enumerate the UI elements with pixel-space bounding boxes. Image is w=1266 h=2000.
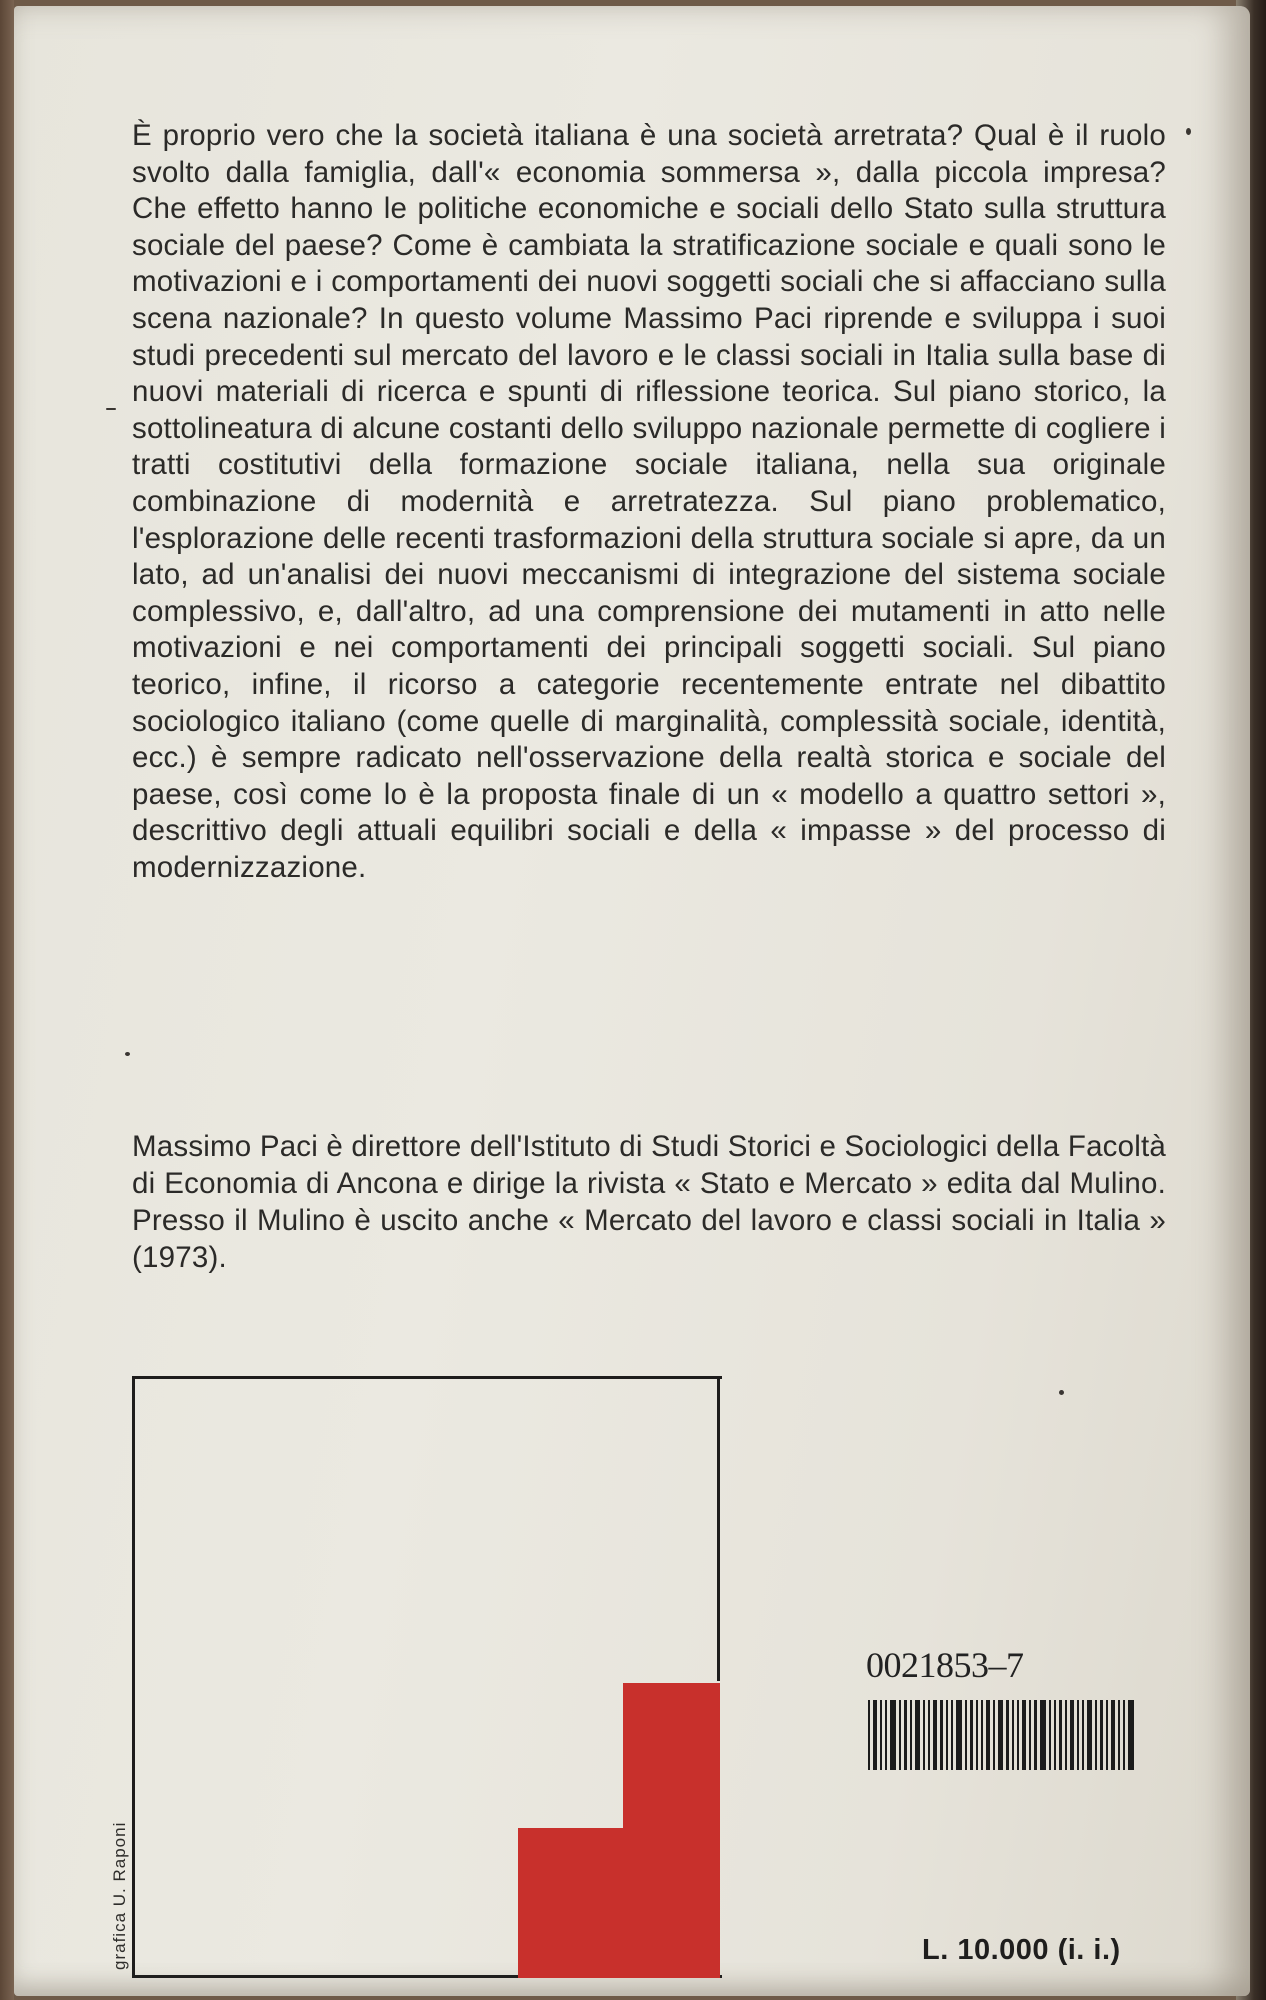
barcode-bar xyxy=(1111,1700,1115,1770)
barcode-bar xyxy=(1029,1700,1031,1770)
barcode-bar xyxy=(928,1700,930,1770)
barcode-bar xyxy=(946,1700,948,1770)
barcode-bar xyxy=(1095,1700,1097,1770)
barcode-bar xyxy=(899,1700,901,1770)
barcode-bar xyxy=(1022,1700,1026,1770)
paper-speck xyxy=(125,1052,130,1056)
barcode-bar xyxy=(923,1700,925,1770)
barcode-bar xyxy=(951,1700,953,1770)
barcode-bar xyxy=(1106,1700,1108,1770)
barcode-bar xyxy=(970,1700,973,1770)
barcode-bar xyxy=(904,1700,907,1770)
paper-speck xyxy=(106,408,116,410)
barcode-bar xyxy=(1017,1700,1019,1770)
barcode-bar xyxy=(1077,1700,1079,1770)
barcode-bar xyxy=(1070,1700,1074,1770)
barcode-bar xyxy=(873,1700,877,1770)
barcode-bar xyxy=(1034,1700,1037,1770)
barcode-bar xyxy=(1040,1700,1046,1770)
barcode-bar xyxy=(915,1700,920,1770)
cover-blurb: È proprio vero che la società italiana è una società arretrata? Qual è il ruolo svolto dalla famiglia, dall'« economia sommersa », dalla piccola impresa? Che effetto hanno le politiche economiche e sociali dello Stato sulla struttura sociale del paese? Come è cambiata la stratificazione sociale e quali sono le motivazioni e i comportamenti dei nuovi soggetti sociali che si affacciano sulla scena nazionale? In questo volume Massimo Paci riprende e sviluppa i suoi studi precedenti sul mercato del lavoro e le classi sociali in Italia sulla base di nuovi materiali di ricerca e spunti di riflessione teorica. Sul piano storico, la sottolineatura di alcune costanti dello sviluppo nazionale permette di cogliere i tratti costitutivi della formazione sociale italiana, nella sua originale combinazione di modernità e arretratezza. Sul piano problematico, l'esplorazione delle recenti trasformazioni della struttura sociale si apre, da un lato, ad un'analisi dei nuovi meccanismi di integrazione del sistema sociale complessivo, e, dall'altro, ad una comprensione dei mutamenti in atto nelle motivazioni e nei comportamenti dei principali soggetti sociali. Sul piano teorico, infine, il ricorso a categorie recentemente entrate nel dibattito sociologico italiano (come quelle di marginalità, complessità sociale, identità, ecc.) è sempre radicato nell'osservazione della realtà storica e sociale del paese, così come lo è la proposta finale di un « modello a quattro settori », descrittivo degli attuali equilibri sociali e della « impasse » del processo di modernizzazione. xyxy=(132,119,1166,884)
paper-speck xyxy=(1059,1390,1064,1395)
barcode-bar xyxy=(885,1700,887,1770)
barcode-bar xyxy=(940,1700,943,1770)
barcode-bar xyxy=(1082,1700,1084,1770)
barcode-bar xyxy=(993,1700,995,1770)
barcode-bar xyxy=(1128,1700,1134,1770)
barcode-bar xyxy=(868,1700,870,1770)
barcode-bar xyxy=(956,1700,962,1770)
barcode-bar xyxy=(1118,1700,1120,1770)
publisher-logo-frame-edge xyxy=(717,1376,720,1681)
barcode-bar xyxy=(965,1700,967,1770)
barcode-bar xyxy=(890,1700,896,1770)
barcode-bar xyxy=(880,1700,882,1770)
barcode-bar xyxy=(1049,1700,1051,1770)
barcode-bar xyxy=(933,1700,937,1770)
publisher-logo-red-block-lower xyxy=(518,1828,720,1978)
barcode-bar xyxy=(976,1700,978,1770)
product-code: 0021853–7 xyxy=(866,1645,1024,1685)
barcode-bar xyxy=(986,1700,990,1770)
barcode-bar xyxy=(1123,1700,1125,1770)
barcode-bar xyxy=(1100,1700,1103,1770)
barcode-bar xyxy=(1065,1700,1067,1770)
barcode-bar xyxy=(1087,1700,1092,1770)
paper-speck xyxy=(1186,128,1191,135)
author-bio: Massimo Paci è direttore dell'Istituto di Studi Storici e Sociologici della Facoltà di Economia di Ancona e dirige la rivista « Stato e Mercato » edita dal Mulino. Presso il Mulino è uscito anche « Mercato del lavoro e classi sociali in Italia » (1973). xyxy=(132,1130,1166,1274)
book-spine-shadow xyxy=(0,0,14,2000)
price-label: L. 10.000 (i. i.) xyxy=(922,1934,1121,1966)
barcode-bar xyxy=(910,1700,912,1770)
barcode-bar xyxy=(1059,1700,1062,1770)
barcode xyxy=(868,1700,1160,1770)
design-credit: grafica U. Raponi xyxy=(110,1821,129,1970)
barcode-bar xyxy=(998,1700,1003,1770)
barcode-bar xyxy=(1006,1700,1009,1770)
barcode-bar xyxy=(981,1700,983,1770)
barcode-bar xyxy=(1054,1700,1056,1770)
barcode-bar xyxy=(1012,1700,1014,1770)
